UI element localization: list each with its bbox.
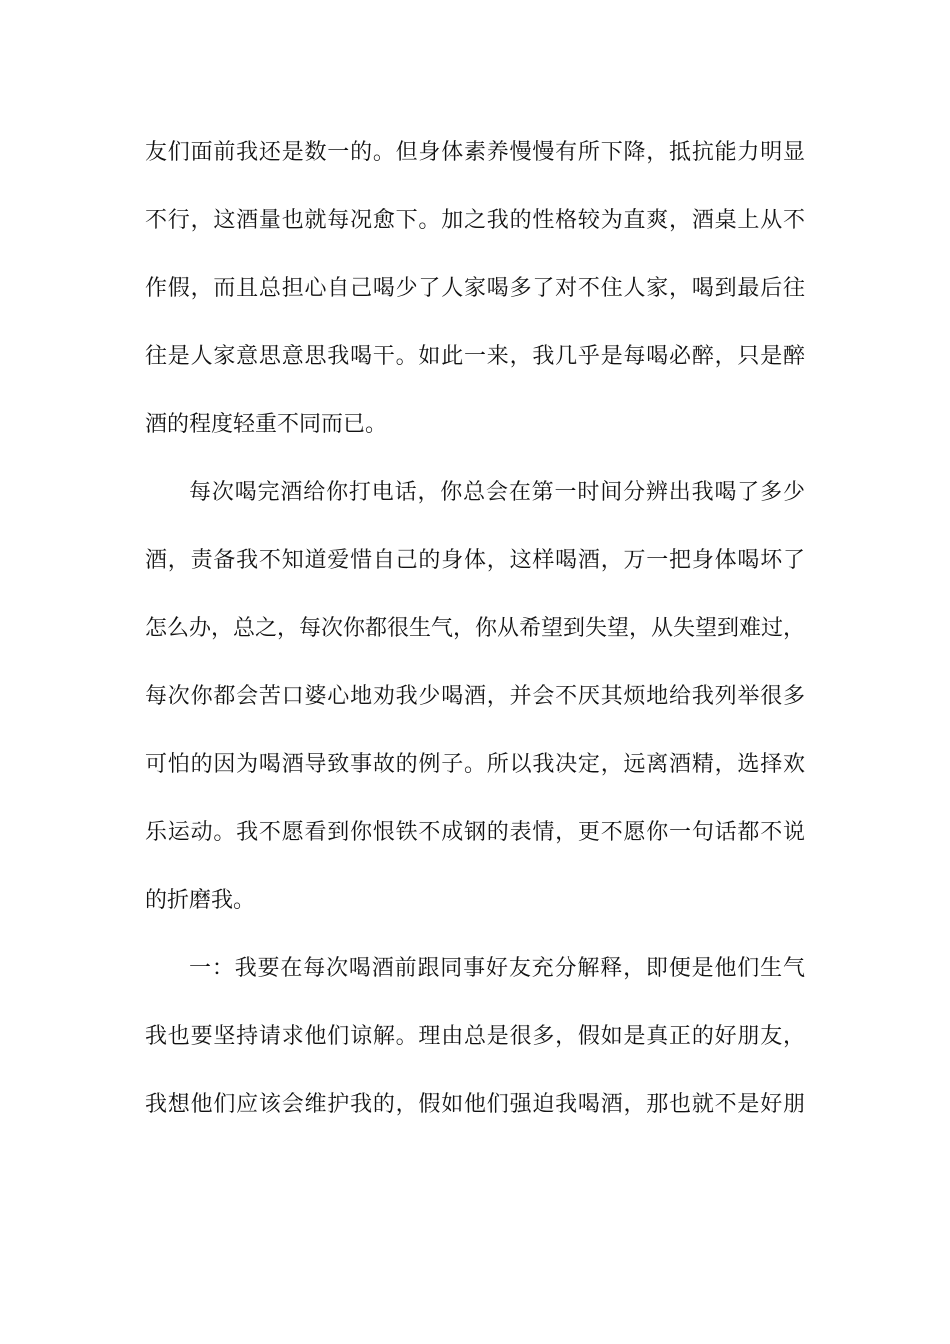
text-line: 一：我要在每次喝酒前跟同事好友充分解释，即便是他们生气 — [189, 956, 805, 981]
paragraph-2 — [145, 471, 805, 947]
paragraph-3 — [145, 947, 805, 1151]
text-line: 酒的程度轻重不同而已。 — [145, 412, 388, 437]
text-line: 我也要坚持请求他们谅解。理由总是很多，假如是真正的好朋友， — [145, 1024, 805, 1049]
text-line: 不行，这酒量也就每况愈下。加之我的性格较为直爽，酒桌上从不 — [145, 208, 805, 233]
text-line: 每次喝完酒给你打电话，你总会在第一时间分辨出我喝了多少 — [189, 480, 805, 505]
document-body — [145, 131, 805, 1151]
text-line: 酒，责备我不知道爱惜自己的身体，这样喝酒，万一把身体喝坏了 — [145, 548, 805, 573]
text-line: 每次你都会苦口婆心地劝我少喝酒，并会不厌其烦地给我列举很多 — [145, 684, 805, 709]
text-line: 我想他们应该会维护我的，假如他们强迫我喝酒，那也就不是好朋 — [145, 1092, 805, 1117]
text-line: 往是人家意思意思我喝干。如此一来，我几乎是每喝必醉，只是醉 — [145, 344, 805, 369]
text-line: 的折磨我。 — [145, 888, 256, 913]
text-line: 作假，而且总担心自己喝少了人家喝多了对不住人家，喝到最后往 — [145, 276, 805, 301]
text-line: 友们面前我还是数一的。但身体素养慢慢有所下降，抵抗能力明显 — [145, 140, 805, 165]
text-line: 怎么办，总之，每次你都很生气，你从希望到失望，从失望到难过， — [145, 616, 806, 641]
text-line: 可怕的因为喝酒导致事故的例子。所以我决定，远离酒精，选择欢 — [145, 752, 805, 777]
text-line: 乐运动。我不愿看到你恨铁不成钢的表情，更不愿你一句话都不说 — [145, 820, 805, 845]
paragraph-1 — [145, 131, 805, 471]
